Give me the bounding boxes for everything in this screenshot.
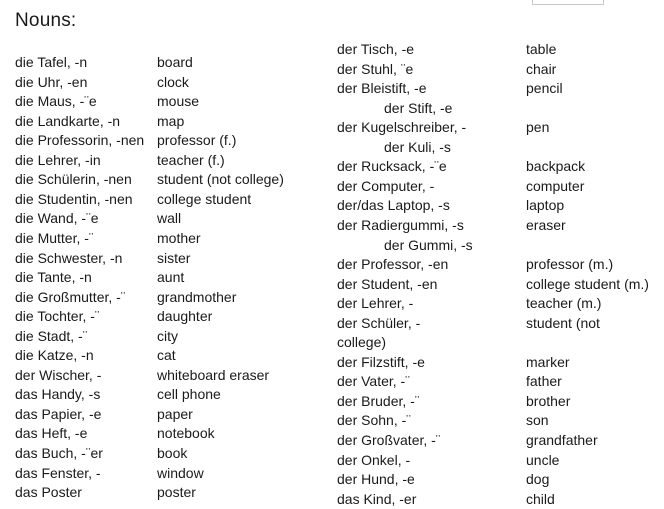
german-term: die Tochter, -¨	[15, 308, 100, 325]
german-term: der Schüler, -	[337, 314, 421, 331]
english-translation: laptop	[526, 197, 565, 214]
german-term: die Maus, -¨e	[15, 93, 97, 110]
german-term: der Bruder, -¨	[337, 392, 420, 409]
english-translation: grandfather	[526, 432, 598, 448]
german-term: der Wischer, -	[15, 366, 102, 383]
english-translation: student (not	[526, 314, 600, 331]
english-translation: paper	[157, 405, 193, 422]
german-term: der Professor, -en	[337, 256, 449, 273]
english-translation: teacher (f.)	[157, 151, 225, 168]
english-translation: chair	[526, 60, 557, 77]
english-translation: map	[157, 112, 185, 129]
english-translation: sister	[157, 249, 191, 266]
english-translation: student (not college)	[157, 171, 284, 188]
german-term: die Wand, -¨e	[15, 210, 99, 227]
english-translation: backpack	[526, 158, 586, 175]
english-translation: clock	[157, 73, 189, 90]
english-translation: pencil	[526, 80, 563, 97]
german-term: der Hund, -e	[337, 471, 415, 488]
english-translation: mother	[157, 229, 201, 246]
german-term: die Studentin, -nen	[15, 190, 133, 207]
english-translation: pen	[526, 119, 550, 136]
english-translation: child	[526, 490, 555, 507]
german-term: das Buch, -¨er	[15, 445, 103, 461]
german-term: der Student, -en	[337, 275, 438, 292]
german-term: die Professorin, -nen	[15, 132, 145, 149]
german-term: der Stuhl, ¨e	[337, 60, 414, 77]
english-translation: college student (m.)	[526, 275, 649, 292]
english-translation: whiteboard eraser	[157, 366, 270, 383]
english-translation: uncle	[526, 451, 560, 468]
english-translation: city	[157, 327, 178, 344]
german-term: der Tisch, -e	[337, 41, 415, 57]
german-term: die Tante, -n	[15, 269, 92, 286]
english-translation: window	[157, 464, 204, 481]
german-term: der Stift, -e	[384, 99, 453, 116]
english-translation: daughter	[157, 308, 213, 325]
english-translation: aunt	[157, 269, 185, 286]
german-term: der Filzstift, -e	[337, 353, 425, 370]
german-term: der Sohn, -¨	[337, 412, 411, 429]
german-term: das Poster	[15, 484, 82, 501]
german-term: das Heft, -e	[15, 425, 88, 442]
page-title: Nouns:	[15, 10, 77, 31]
german-term: die Mutter, -¨	[15, 229, 94, 246]
german-term: die Landkarte, -n	[15, 112, 121, 129]
german-term: die Lehrer, -in	[15, 151, 101, 168]
english-translation: grandmother	[157, 288, 237, 305]
german-term: die Katze, -n	[15, 347, 94, 364]
english-translation: table	[526, 41, 557, 57]
german-term: das Fenster, -	[15, 464, 101, 481]
german-term: der Vater, -¨	[337, 373, 410, 390]
english-translation: poster	[157, 484, 196, 501]
german-term: das Papier, -e	[15, 405, 102, 422]
german-term: der/das Laptop, -s	[337, 197, 450, 214]
english-translation: professor (f.)	[157, 132, 237, 149]
german-term: der Bleistift, -e	[337, 80, 427, 97]
english-translation: computer	[526, 177, 585, 194]
page-corner-decoration	[532, 0, 604, 5]
english-translation: notebook	[157, 425, 215, 442]
english-translation: dog	[526, 471, 550, 488]
english-translation: eraser	[526, 216, 566, 233]
german-term: die Stadt, -¨	[15, 327, 88, 344]
german-term: die Tafel, -n	[15, 54, 88, 70]
german-term: das Kind, -er	[337, 490, 417, 507]
english-translation: wall	[157, 210, 182, 227]
german-term: der Rucksack, -¨e	[337, 158, 447, 175]
german-term: der Onkel, -	[337, 451, 411, 468]
english-translation: professor (m.)	[526, 256, 614, 273]
german-term: die Großmutter, -¨	[15, 288, 126, 305]
german-term: der Gummi, -s	[384, 236, 473, 253]
german-term: der Kuli, -s	[384, 138, 451, 155]
english-translation: mouse	[157, 93, 200, 110]
german-term: die Uhr, -en	[15, 73, 88, 90]
german-term: der Radiergummi, -s	[337, 216, 464, 233]
english-translation: son	[526, 412, 549, 429]
german-term: die Schwester, -n	[15, 249, 123, 266]
english-translation: marker	[526, 353, 570, 370]
german-term: der Großvater, -¨	[337, 432, 441, 448]
english-translation: book	[157, 445, 188, 461]
german-term: college)	[337, 334, 387, 351]
german-term: der Kugelschreiber, -	[337, 119, 467, 136]
english-translation: cat	[157, 347, 176, 364]
english-translation: college student	[157, 190, 252, 207]
german-term: das Handy, -s	[15, 386, 101, 403]
german-term: der Lehrer, -	[337, 295, 414, 312]
english-translation: brother	[526, 392, 571, 409]
german-term: die Schülerin, -nen	[15, 171, 132, 188]
english-translation: board	[157, 54, 193, 70]
english-translation: teacher (m.)	[526, 295, 602, 312]
german-term: der Computer, -	[337, 177, 435, 194]
english-translation: father	[526, 373, 562, 390]
english-translation: cell phone	[157, 386, 221, 403]
